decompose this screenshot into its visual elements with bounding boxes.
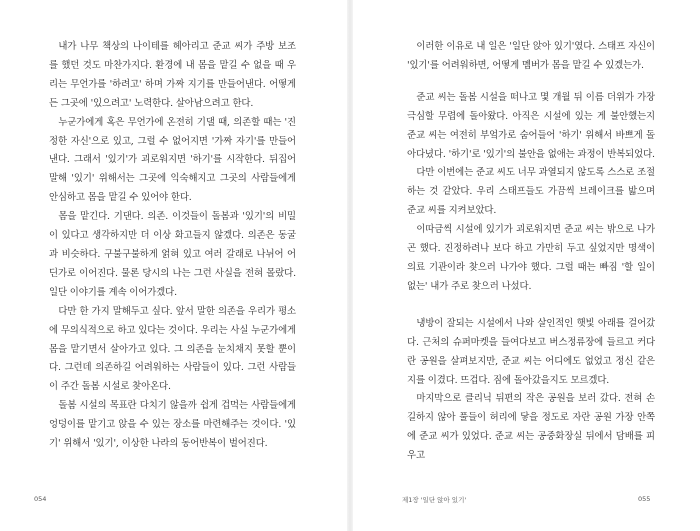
right-page bbox=[350, 0, 700, 531]
paragraph: 다만 이번에는 준교 씨도 너무 과열되지 않도록 스스로 조절하는 것 같았다. 우리 스태프들도 가끔씩 브레이크를 밟으며 준교 씨를 지켜보았다. bbox=[407, 167, 655, 217]
paragraph: 돌봄 시설의 목표란 다치기 않을까 쉽게 겁먹는 사람들에게 엉덩이를 맡기고 앉을 수 있는 장소를 마련해주는 것이다. '있기' 위해서 '있기', 이상한 나라의 동어반복이 벌어진다. bbox=[49, 400, 296, 450]
right-page-body bbox=[407, 38, 655, 466]
paragraph: 누군가에게 혹은 무언가에 온전히 기댈 때, 의존할 때는 '진정한 자신'으로 있고, 그럴 수 없어지면 '가짜 자기'를 만들어낸다. 그래서 '있기'가 괴로워지면 '하기'를 시작한다. 뒤집어 말해 '있기' 위해서는 그곳에 익숙해지고 그곳의 사람들에게 안심하고 몸을 맡길 수 있어야 한다. bbox=[49, 116, 296, 204]
paragraph: 몸을 맡긴다. 기댄다. 의존. 이것들이 돌봄과 '있기'의 비밀이 있다고 생각하지만 더 이상 화고들지 않겠다. 의존은 동굴과 비슷하다. 구불구불하게 얽혀 있고 여러 갈래로 나뉘어 어딘가로 이어진다. 물론 당시의 나는 그런 사실을 전혀 몰랐다. 일단 이야기를 계속 이어가겠다. bbox=[49, 211, 296, 298]
left-page-body bbox=[49, 38, 296, 454]
running-head: 제1장 '일단 앉아 있기' bbox=[402, 496, 467, 504]
paragraph: 마지막으로 클리닉 뒤편의 작은 공원을 보러 갔다. 전혀 손길하지 않아 풀들이 허리에 닿을 정도로 자란 공원 가장 안쪽에 준교 씨가 있었다. 준교 씨는 공중화장실 뒤에서 담배를 피우고 bbox=[407, 393, 655, 462]
paragraph: 냉방이 잘되는 시설에서 나와 살인적인 햇빛 아래를 걸어갔다. 근처의 슈퍼마켓을 들여다보고 버스정류장에 들르고 커다란 공원을 살펴보지만, 준교 씨는 어디에도 없었고 정신 같은 지를 이겼다. 뜨겁다. 짐에 돌아갔을지도 모르겠다. bbox=[407, 317, 655, 386]
paragraph: 내가 나무 책상의 나이테를 헤아리고 준교 씨가 주방 보조를 했던 것도 마찬가지다. 환경에 내 몸을 맡길 수 없을 때 우리는 무언가를 '하려고' 하며 가짜 지기를 만들어낸다. 어떻게든 그곳에 '있으려고' 노력한다. 살아남으려고 한다. bbox=[49, 41, 296, 109]
page-number-right: 055 bbox=[638, 495, 651, 503]
paragraph: 이러한 이유로 내 일은 '일단 앉아 있기'였다. 스태프 자신이 '있기'를 어려워하면, 어떻게 멤버가 몸을 맡길 수 있겠는가. bbox=[407, 41, 655, 71]
page-number-left: 054 bbox=[34, 495, 47, 503]
paragraph: 다만 한 가지 말해두고 싶다. 앞서 말한 의존을 우리가 평소에 무의식적으로 하고 있다는 것이다. 우리는 사실 누군가에게 몸을 맡기면서 살아가고 있다. 그 의존을 눈치채지 못할 뿐이다. 그런데 의존하길 어려워하는 사람들이 있다. 그런 사람들이 주간 돌봄 시설로 찾아온다. bbox=[49, 305, 296, 393]
paragraph: 이따금씩 시설에 있기가 괴로워지면 준교 씨는 밖으로 나가곤 했다. 진정하려나 보다 하고 가만히 두고 싶었지만 명색이 의료 기관이라 찾으러 나가야 했다. 그럴 때는 빠짐 '할 일이 없는' 내가 주로 찾으러 나섰다. bbox=[407, 224, 655, 292]
paragraph: 준교 씨는 돌봄 시설을 떠나고 몇 개월 뒤 이름 더위가 가장 극심할 무렵에 돌아왔다. 아직은 시설에 있는 게 불안했는지 준교 씨는 여전히 부엌가로 숨어들어 '하기' 위해서 바쁘게 돌아다녔다. '하기'로 '있기'의 불안을 없애는 과정이 반복되었다. bbox=[407, 91, 655, 160]
